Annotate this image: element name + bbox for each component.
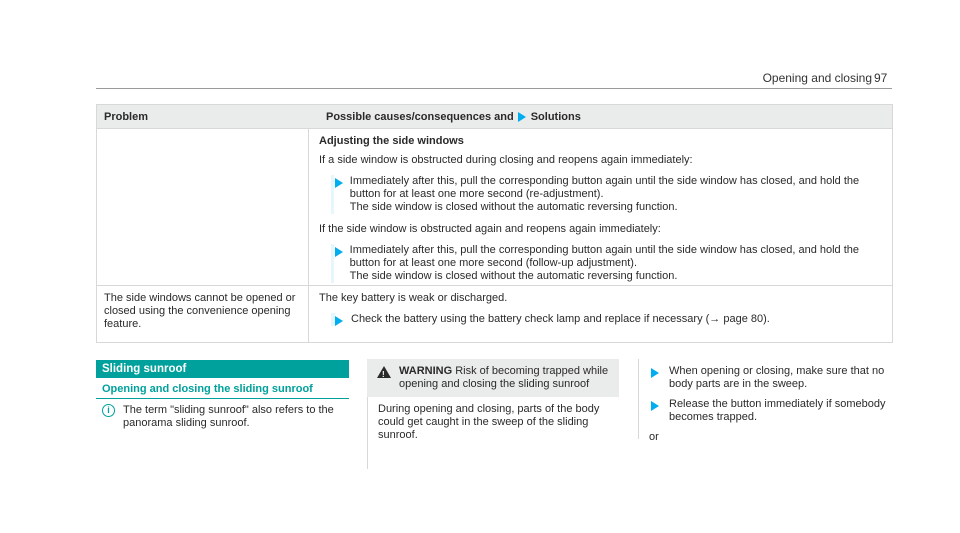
step-result: The side window is closed without the automatic reversing function. xyxy=(349,270,678,282)
play-icon xyxy=(335,316,343,326)
instructions-column xyxy=(638,359,891,443)
page-number: 97 xyxy=(874,71,888,85)
table-row xyxy=(97,128,892,285)
row-problem-cell xyxy=(97,129,309,285)
step-instruction: Check the battery using the battery check lamp and replace if necessary (→ page 80). xyxy=(351,313,770,325)
info-note xyxy=(102,404,349,430)
action-step xyxy=(331,175,882,214)
action-step xyxy=(651,365,891,391)
step-instruction: When opening or closing, make sure that no body parts are in the sweep. xyxy=(669,365,885,390)
header-rule xyxy=(96,88,892,89)
info-icon: i xyxy=(102,404,115,417)
action-step xyxy=(651,398,891,424)
play-icon xyxy=(335,178,343,188)
header-section-title: Opening and closing xyxy=(762,71,872,85)
action-step xyxy=(331,313,882,326)
warning-icon: ! xyxy=(377,366,391,378)
row-intro: If a side window is obstructed during closing and reopens again immediately: xyxy=(319,154,693,166)
warning-box xyxy=(367,359,619,469)
col-header-problem: Problem xyxy=(104,110,149,123)
section-title: Sliding sunroof xyxy=(96,360,349,378)
table-row xyxy=(97,285,892,342)
row-solution-cell xyxy=(309,286,892,342)
step-text xyxy=(340,175,882,214)
col-header-causes: Possible causes/consequences and xyxy=(326,110,514,123)
troubleshooting-table xyxy=(96,104,893,343)
step-text xyxy=(340,244,882,283)
step-bar xyxy=(331,313,335,326)
step-bar xyxy=(331,175,334,214)
step-instruction: Immediately after this, pull the corresponding button again until the side window has closed, and hold the button for at least one more second (follow-up adjustment). xyxy=(349,244,860,269)
play-icon xyxy=(518,112,526,122)
row-cause: The key battery is weak or discharged. xyxy=(319,292,508,304)
action-step xyxy=(331,244,882,283)
play-icon xyxy=(335,247,343,257)
table-header xyxy=(97,105,892,128)
info-note-text: The term "sliding sunroof" also refers to the panorama sliding sunroof. xyxy=(123,404,334,429)
or-label: or xyxy=(649,431,659,443)
col-header-solutions-label: Solutions xyxy=(530,110,581,123)
play-icon xyxy=(651,368,659,378)
warning-header xyxy=(367,359,619,397)
warning-label: WARNING xyxy=(399,365,453,377)
step-instruction: Immediately after this, pull the corresponding button again until the side window has closed, and hold the button for at least one more second (re-adjustment). xyxy=(349,175,860,200)
warning-body: During opening and closing, parts of the body could get caught in the sweep of the sliding sunroof. xyxy=(367,397,619,469)
step-result: The side window is closed without the automatic reversing function. xyxy=(349,201,678,213)
play-icon xyxy=(651,401,659,411)
row-problem-cell: The side windows cannot be opened or closed using the convenience opening feature. xyxy=(97,286,309,342)
step-instruction: Release the button immediately if somebody becomes trapped. xyxy=(669,398,886,423)
row-solution-cell xyxy=(309,129,892,285)
row-intro: If the side window is obstructed again and reopens again immediately: xyxy=(319,223,661,235)
warning-head-text: Risk of becoming trapped while opening and closing the sliding sunroof xyxy=(399,365,609,390)
col-header-solutions xyxy=(316,111,581,123)
section-subtitle: Opening and closing the sliding sunroof xyxy=(96,383,349,399)
warning-header-text xyxy=(399,365,609,391)
row-subtitle: Adjusting the side windows xyxy=(319,135,464,147)
step-bar xyxy=(331,244,334,283)
